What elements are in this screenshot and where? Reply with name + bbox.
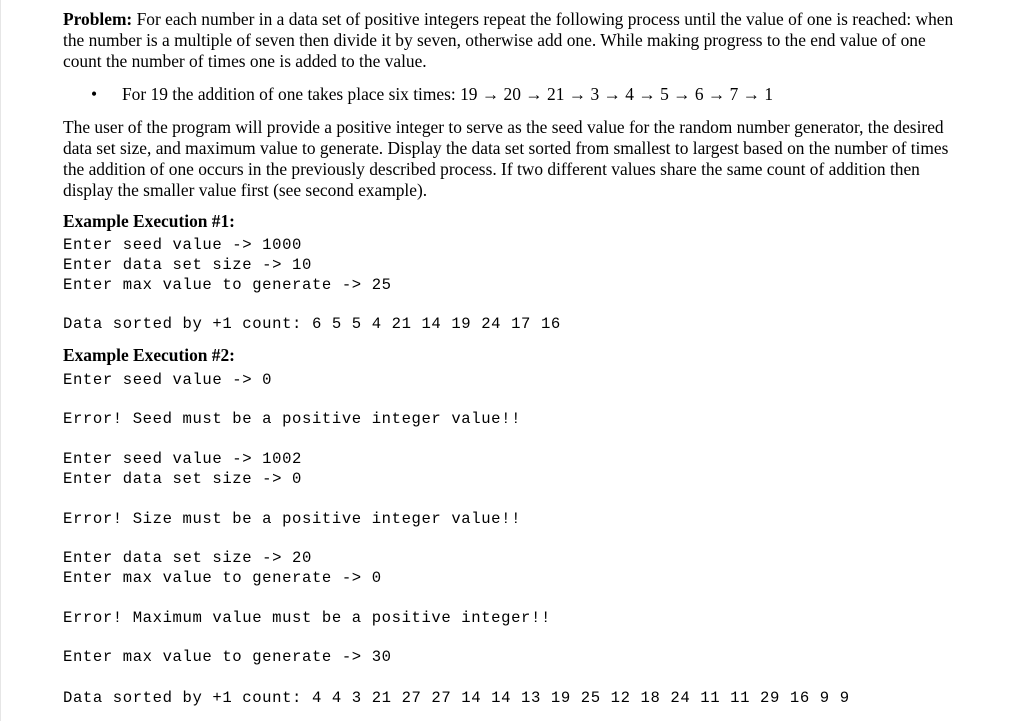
- example-2-seed-line: Enter seed value -> 1002: [63, 450, 302, 468]
- example-2-size-zero: Enter data set size -> 0: [63, 470, 302, 488]
- bullet-text: For 19 the addition of one takes place six times: 19 → 20 → 21 → 3 → 4 → 5 → 6 → 7 → 1: [122, 84, 774, 104]
- example-2-max-error: Error! Maximum value must be a positive integer!!: [63, 609, 551, 627]
- problem-label: Problem:: [63, 9, 133, 29]
- example-2-heading: Example Execution #2:: [63, 345, 235, 365]
- example-2-size-error: Error! Size must be a positive integer value!!: [63, 510, 522, 528]
- example-2-max-zero: Enter max value to generate -> 0: [63, 569, 382, 587]
- example-2-size-line: Enter data set size -> 20: [63, 549, 312, 567]
- example-2-result: Data sorted by +1 count: 4 4 3 21 27 27 14 14 13 19 25 12 18 24 11 11 29 16 9 9: [63, 689, 850, 707]
- example-1-line-size: Enter data set size -> 10: [63, 256, 312, 274]
- description-paragraph: The user of the program will provide a positive integer to serve as the seed value for the random number generator, the desired data set size, and maximum value to generate. Display the data set sorted from smallest to largest based on the number of times the addition of one occurs in the previously described process. If two different values share the same count of addition then display the smaller value first (see second example).: [63, 117, 949, 200]
- problem-statement: [63, 9, 968, 72]
- example-1-result: Data sorted by +1 count: 6 5 5 4 21 14 19 24 17 16: [63, 315, 561, 333]
- example-2-seed-error: Error! Seed must be a positive integer value!!: [63, 410, 522, 428]
- problem-text: For each number in a data set of positive integers repeat the following process until the value of one is reached: when the number is a multiple of seven then divide it by seven, otherwise add one. While making progress to the end value of one count the number of times one is added to the value.: [63, 9, 954, 71]
- example-2-seed-zero: Enter seed value -> 0: [63, 371, 273, 389]
- example-1-heading: Example Execution #1:: [63, 211, 235, 231]
- example-1-line-seed: Enter seed value -> 1000: [63, 236, 302, 254]
- bullet-item: [91, 84, 971, 105]
- bullet-dot-icon: •: [91, 84, 98, 104]
- example-1-line-max: Enter max value to generate -> 25: [63, 276, 392, 294]
- example-2-max-line: Enter max value to generate -> 30: [63, 648, 392, 666]
